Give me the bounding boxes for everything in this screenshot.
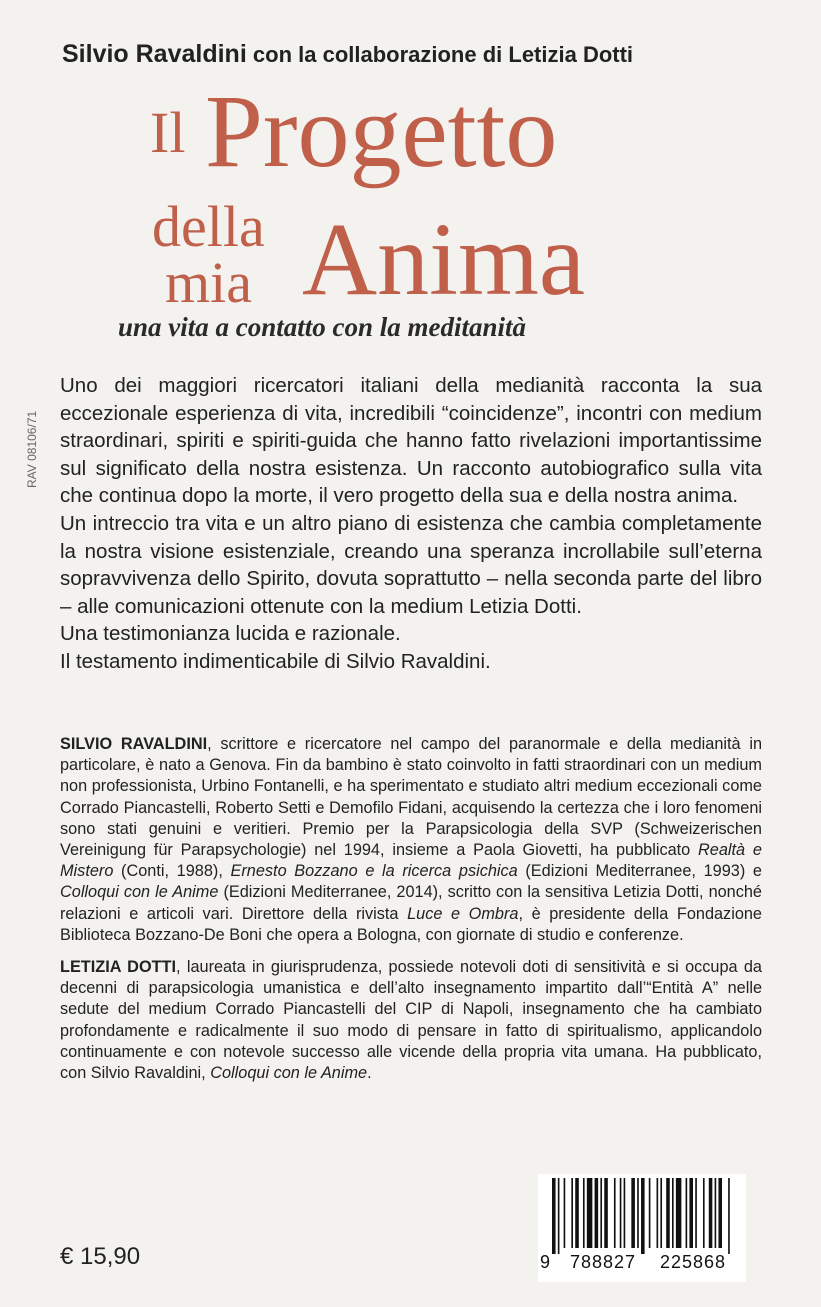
catalog-code: RAV 08106/71 xyxy=(25,410,39,488)
bio-text: . xyxy=(367,1064,372,1083)
barcode-bar xyxy=(660,1178,662,1248)
bio-text: (Conti, 1988), xyxy=(113,862,231,881)
book-title-ref: Ernesto Bozzano e la ricerca psichica xyxy=(230,862,518,881)
barcode-bar xyxy=(624,1178,626,1248)
isbn-first-digit: 9 xyxy=(540,1252,552,1272)
bio-dotti xyxy=(60,957,762,1084)
price: € 15,90 xyxy=(60,1243,141,1270)
title-word-anima: Anima xyxy=(302,202,586,317)
barcode-bar xyxy=(604,1178,608,1248)
barcode-bar xyxy=(558,1178,560,1254)
isbn-group-left: 788827 xyxy=(570,1252,637,1272)
bio-name: SILVIO RAVALDINI xyxy=(60,735,208,753)
barcode-bar xyxy=(703,1178,705,1248)
barcode-bar xyxy=(571,1178,573,1248)
barcode-bar xyxy=(620,1178,622,1248)
barcode-bar xyxy=(595,1178,599,1248)
isbn-barcode xyxy=(538,1174,746,1282)
bio-text: , laureata in giurisprudenza, possiede notevoli doti di sensitività e si occupa da decenni di parapsicologia umanistica e dell’alto insegnamento impartito dall’“Entità A” nelle sedute del medium Corrado Piancastelli del CIP di Napoli, insegnamento che ha cambiato profondamente e radicalmente il suo modo di pensare in fatto di spiritualismo, applicandolo continuamente e con notevole successo alle vicende della propria vita umana. Ha pubblicato, con Silvio Ravaldini, xyxy=(60,958,762,1083)
isbn-group-right: 225868 xyxy=(660,1252,727,1272)
barcode-bar xyxy=(689,1178,693,1248)
barcode-bar xyxy=(575,1178,579,1248)
book-title-ref: Colloqui con le Anime xyxy=(210,1064,368,1083)
barcode-bars xyxy=(538,1174,746,1254)
barcode-bar xyxy=(583,1178,585,1248)
barcode-bar xyxy=(715,1178,717,1248)
barcode-bar xyxy=(718,1178,722,1248)
bio-ravaldini xyxy=(60,734,762,946)
blurb xyxy=(60,372,762,676)
book-title-ref: Colloqui con le Anime xyxy=(60,883,219,902)
blurb-paragraph: Un intreccio tra vita e un altro piano di esistenza che cambia completamente la nostra visione esistenziale, creando una speranza incrollabile sull’eterna sopravvivenza dello Spirito, dovuta soprattutto – nella seconda parte del libro – alle comunicazioni ottenute con la medium Letizia Dotti. xyxy=(60,511,762,618)
barcode-bar xyxy=(709,1178,713,1248)
barcode-bar xyxy=(587,1178,593,1248)
barcode-bar xyxy=(552,1178,556,1254)
collaboration-text: con la collaborazione di Letizia Dotti xyxy=(246,42,634,67)
title-word-mia: mia xyxy=(165,250,252,315)
barcode-bar xyxy=(695,1178,697,1248)
bio-name: LETIZIA DOTTI xyxy=(60,958,177,977)
title-word-il: Il xyxy=(150,100,186,165)
barcode-bar xyxy=(631,1178,635,1248)
barcode-bar xyxy=(614,1178,616,1248)
title-word-progetto: Progetto xyxy=(205,74,558,189)
barcode-bar xyxy=(672,1178,674,1248)
barcode-bar xyxy=(641,1178,645,1254)
barcode-bar xyxy=(564,1178,566,1248)
isbn-number xyxy=(538,1252,746,1278)
blurb-paragraph: Il testamento indimenticabile di Silvio Ravaldini. xyxy=(60,649,491,673)
author-line xyxy=(62,40,762,69)
bio-text: (Edizioni Mediterranee, 1993) e xyxy=(517,862,762,881)
blurb-paragraph: Una testimonianza lucida e razionale. xyxy=(60,622,401,646)
barcode-bar xyxy=(676,1178,682,1248)
barcode-bar xyxy=(637,1178,639,1248)
book-subtitle: una vita a contatto con la meditanità xyxy=(118,312,527,342)
author-name: Silvio Ravaldini xyxy=(62,40,247,68)
barcode-bar xyxy=(600,1178,602,1248)
book-title-ref: Realtà e Mistero xyxy=(60,841,762,881)
barcode-bar xyxy=(657,1178,659,1248)
barcode-bar xyxy=(686,1178,688,1248)
title-word-della: della xyxy=(152,194,265,259)
barcode-bar xyxy=(728,1178,730,1254)
barcode-bar xyxy=(666,1178,670,1248)
bio-text: (Edizioni Mediterranee, 2014), scritto con la sensitiva Letizia Dotti, nonché relazioni e articoli vari. Direttore della rivista xyxy=(60,883,762,923)
author-bios xyxy=(60,734,762,1095)
barcode-bar xyxy=(649,1178,651,1248)
bio-text: , è presidente della Fondazione Biblioteca Bozzano-De Boni che opera a Bologna, con giornate di studio e conferenze. xyxy=(60,904,762,944)
journal-title-ref: Luce e Ombra xyxy=(407,904,519,923)
bio-text: , scrittore e ricercatore nel campo del paranormale e della medianità in particolare, è nato a Genova. Fin da bambino è stato coinvolto in fatti straordinari con un medium non professionista, Urbino Fontanelli, e ha sperimentato e studiato altri medium eccezionali come Corrado Piancastelli, Roberto Setti e Demofilo Fidani, acquisendo la certezza che i loro fenomeni sono stati genuini e veritieri. Premio per la Parapsicologia della SVP (Schweizerischen Vereinigung für Parapsychologie) nel 1994, insieme a Paola Giovetti, ha pubblicato xyxy=(60,735,762,860)
blurb-paragraph: Uno dei maggiori ricercatori italiani della medianità racconta la sua eccezionale esperienza di vita, incredibili “coincidenze”, incontri con medium straordinari, spiriti e spiriti-guida che hanno fatto rivelazioni importantissime sul significato della nostra esistenza. Un racconto autobiografico sulla vita che continua dopo la morte, il vero progetto della sua e della nostra anima. xyxy=(60,374,762,508)
